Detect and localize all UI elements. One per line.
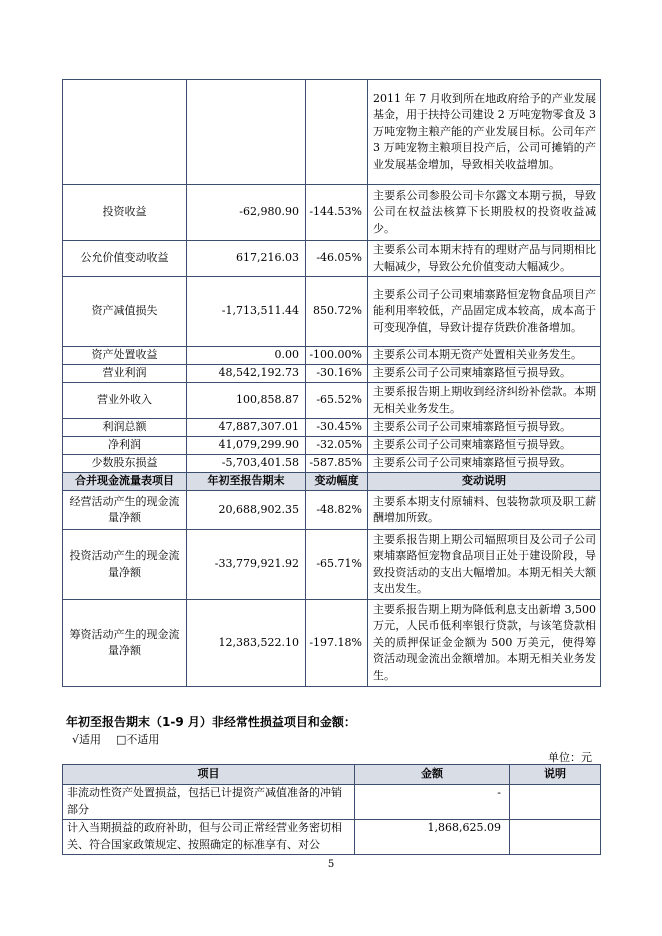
row-change: -65.71%: [306, 530, 368, 600]
cashflow-header-row: [63, 473, 601, 491]
row-item: 利润总额: [63, 419, 187, 437]
table-row: [63, 491, 601, 530]
row-note: [510, 820, 601, 855]
row-amount: 100,858.87: [187, 383, 306, 419]
row-amount: 41,079,299.90: [187, 437, 306, 455]
row-item: 资产处置收益: [63, 347, 187, 365]
row-item: 营业利润: [63, 365, 187, 383]
row-item: 投资活动产生的现金流量净额: [63, 530, 187, 600]
table-row: [63, 785, 601, 820]
row-description: 主要系公司子公司柬埔寨路恒亏损导致。: [368, 419, 601, 437]
table-row: [63, 419, 601, 437]
row-amount: 1,868,625.09: [355, 820, 510, 855]
page-number: 5: [327, 859, 335, 870]
row-change: -197.18%: [306, 600, 368, 687]
row-item: 资产减值损失: [63, 277, 187, 347]
table-row: [63, 437, 601, 455]
header-item: 项目: [63, 765, 355, 785]
table-row: [63, 530, 601, 600]
header-description: 变动说明: [368, 473, 601, 491]
row-item: 经营活动产生的现金流量净额: [63, 491, 187, 530]
row-change: -587.85%: [306, 455, 368, 473]
row-amount: 12,383,522.10: [187, 600, 306, 687]
table-row: [63, 80, 601, 185]
table-row: [63, 455, 601, 473]
row-description: 主要系公司子公司柬埔寨路恒宠物食品项目产能利用率较低，产品固定成本较高，成本高于可变现净值，导致计提存货跌价准备增加。: [368, 277, 601, 347]
row-description: 主要系公司子公司柬埔寨路恒亏损导致。: [368, 437, 601, 455]
row-description: 主要系公司子公司柬埔寨路恒亏损导致。: [368, 455, 601, 473]
row-amount: 20,688,902.35: [187, 491, 306, 530]
row-amount: 48,542,192.73: [187, 365, 306, 383]
table-row: [63, 383, 601, 419]
row-description: 主要系报告期上期为降低利息支出新增 3,500 万元，人民币低利率银行贷款，与该笔贷款相关的质押保证金金额为 500 万美元，使得筹资活动现金流出金额增加。本期无相关业务发生。: [368, 600, 601, 687]
row-description: 2011 年 7 月收到所在地政府给予的产业发展基金，用于扶持公司建设 2 万吨宠物零食及 3 万吨宠物主粮产能的产业发展目标。公司年产 3 万吨宠物主粮项目投产后，公司可摊销的产业发展基金增加，导致相关收益增加。: [368, 80, 601, 185]
row-item: 计入当期损益的政府补助，但与公司正常经营业务密切相关、符合国家政策规定、按照确定的标准享有、对公: [63, 820, 355, 855]
row-amount: 47,887,307.01: [187, 419, 306, 437]
row-item: 投资收益: [63, 185, 187, 241]
row-change: -100.00%: [306, 347, 368, 365]
row-description: 主要系公司子公司柬埔寨路恒亏损导致。: [368, 365, 601, 383]
header-note: 说明: [510, 765, 601, 785]
section-title: 年初至报告期末（1-9 月）非经常性损益项目和金额：: [66, 715, 356, 729]
row-amount: -62,980.90: [187, 185, 306, 241]
row-amount: -5,703,401.58: [187, 455, 306, 473]
row-change: -46.05%: [306, 241, 368, 277]
row-amount: [187, 80, 306, 185]
row-change: -65.52%: [306, 383, 368, 419]
header-amount: 金额: [355, 765, 510, 785]
row-amount: -: [355, 785, 510, 820]
row-item: [63, 80, 187, 185]
row-item: 净利润: [63, 437, 187, 455]
row-change: -30.45%: [306, 419, 368, 437]
row-change: [306, 80, 368, 185]
applicable-option: √适用: [72, 733, 102, 746]
not-applicable-option: □不适用: [116, 733, 160, 746]
header-item: 合并现金流量表项目: [63, 473, 187, 491]
applicability-options: [72, 731, 159, 747]
row-description: 主要系报告期上期公司辐照项目及公司子公司柬埔寨路恒宠物食品项目正处于建设阶段，导致投资活动的支出大幅增加。本期无相关大额支出发生。: [368, 530, 601, 600]
table-row: [63, 365, 601, 383]
row-description: 主要系本期支付原辅料、包装物款项及职工薪酬增加所致。: [368, 491, 601, 530]
table-row: [63, 820, 601, 855]
table-row: [63, 347, 601, 365]
row-description: 主要系公司本期末持有的理财产品与同期相比大幅减少，导致公允价值变动大幅减少。: [368, 241, 601, 277]
row-change: -144.53%: [306, 185, 368, 241]
row-item: 营业外收入: [63, 383, 187, 419]
header-amount: 年初至报告期末: [187, 473, 306, 491]
row-change: 850.72%: [306, 277, 368, 347]
row-item: 公允价值变动收益: [63, 241, 187, 277]
row-amount: 0.00: [187, 347, 306, 365]
table-row: [63, 600, 601, 687]
table-row: [63, 241, 601, 277]
table-header-row: [63, 765, 601, 785]
row-note: [510, 785, 601, 820]
header-change: 变动幅度: [306, 473, 368, 491]
row-item: 少数股东损益: [63, 455, 187, 473]
row-change: -30.16%: [306, 365, 368, 383]
profit-and-cashflow-change-table: [62, 79, 601, 687]
row-amount: 617,216.03: [187, 241, 306, 277]
unit-label: 单位：元: [548, 751, 592, 764]
row-description: 主要系公司参股公司卡尔露文本期亏损，导致公司在权益法核算下长期股权的投资收益减少。: [368, 185, 601, 241]
row-amount: -33,779,921.92: [187, 530, 306, 600]
row-change: -48.82%: [306, 491, 368, 530]
row-description: 主要系报告期上期收到经济纠纷补偿款。本期无相关业务发生。: [368, 383, 601, 419]
non-recurring-items-table: [62, 764, 601, 855]
row-item: 非流动性资产处置损益，包括已计提资产减值准备的冲销部分: [63, 785, 355, 820]
table-row: [63, 185, 601, 241]
row-description: 主要系公司本期无资产处置相关业务发生。: [368, 347, 601, 365]
row-amount: -1,713,511.44: [187, 277, 306, 347]
row-change: -32.05%: [306, 437, 368, 455]
table-row: [63, 277, 601, 347]
row-item: 筹资活动产生的现金流量净额: [63, 600, 187, 687]
